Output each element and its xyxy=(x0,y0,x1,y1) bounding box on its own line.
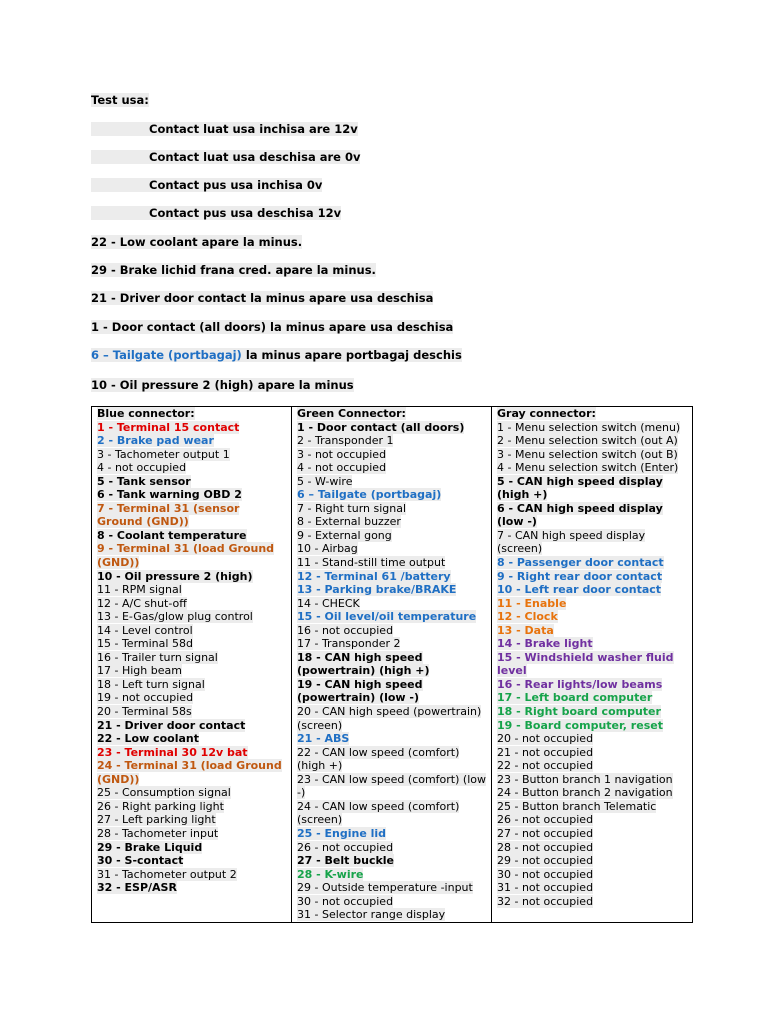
green-connector-column xyxy=(292,407,492,923)
pin-text: 1 - Terminal 15 contact xyxy=(97,420,240,434)
pin-entry xyxy=(497,583,688,597)
pin-entry xyxy=(497,746,688,760)
pin-entry xyxy=(297,678,487,705)
pin-text: 4 - Menu selection switch (Enter) xyxy=(497,461,679,475)
pin-entry xyxy=(297,448,487,462)
pin-entry xyxy=(297,841,487,855)
pin-entry xyxy=(97,488,287,502)
pin-entry xyxy=(497,556,688,570)
contact-line: Contact pus usa deschisa 12v xyxy=(149,206,342,220)
pin-entry xyxy=(297,597,487,611)
pin-text: 19 - Board computer, reset xyxy=(497,718,663,732)
pin-entry xyxy=(497,800,688,814)
pin-text: 8 - External buzzer xyxy=(297,515,401,529)
pin-entry xyxy=(297,746,487,773)
pin-entry xyxy=(497,881,688,895)
pin-text: 9 - Terminal 31 (load Ground (GND)) xyxy=(97,542,275,570)
pin-text: 3 - Menu selection switch (out B) xyxy=(497,447,678,461)
pin-text: 20 - not occupied xyxy=(497,732,594,746)
pin-text: 6 - Tank warning OBD 2 xyxy=(97,488,242,502)
pin-note-rest: la minus apare portbagaj deschis xyxy=(241,348,462,362)
pin-entry xyxy=(97,542,287,569)
pin-text: 32 - not occupied xyxy=(497,894,594,908)
pin-entry xyxy=(97,421,287,435)
pin-entry xyxy=(497,448,688,462)
pin-text: 13 - Parking brake/BRAKE xyxy=(297,583,457,597)
pin-text: 16 - not occupied xyxy=(297,623,394,637)
pin-text: 4 - not occupied xyxy=(297,461,387,475)
pin-text: 17 - High beam xyxy=(97,664,182,678)
pin-entry xyxy=(297,705,487,732)
indent-shade xyxy=(91,178,149,192)
pin-text: 28 - Tachometer input xyxy=(97,826,219,840)
pin-text: 8 - Coolant temperature xyxy=(97,528,247,542)
pin-entry xyxy=(97,570,287,584)
pin-text: 10 - Airbag xyxy=(297,542,358,556)
pin-entry xyxy=(297,421,487,435)
pin-text: 9 - Right rear door contact xyxy=(497,569,663,583)
pin-note: 29 - Brake lichid frana cred. apare la minus. xyxy=(91,263,376,277)
pin-entry xyxy=(97,597,287,611)
pin-entry xyxy=(297,908,487,922)
pin-entry xyxy=(497,678,688,692)
pin-text: 26 - not occupied xyxy=(297,840,394,854)
pin-entry xyxy=(497,529,688,556)
pin-text: 26 - not occupied xyxy=(497,813,594,827)
pin-text: 4 - not occupied xyxy=(97,461,187,475)
pin-text: 20 - Terminal 58s xyxy=(97,705,192,719)
pin-text: 21 - not occupied xyxy=(497,745,594,759)
pin-entry xyxy=(497,895,688,909)
pin-text: 23 - CAN low speed (comfort) (low -) xyxy=(297,772,486,800)
pin-entry xyxy=(97,881,287,895)
pin-entry xyxy=(497,719,688,733)
pin-entry xyxy=(497,651,688,678)
pin-text: 2 - Transponder 1 xyxy=(297,434,394,448)
pin-text: 28 - not occupied xyxy=(497,840,594,854)
pin-entry xyxy=(97,854,287,868)
pin-text: 27 - not occupied xyxy=(497,826,594,840)
pin-text: 7 - Right turn signal xyxy=(297,501,407,515)
indent-shade xyxy=(91,150,149,164)
pin-text: 30 - not occupied xyxy=(297,894,394,908)
pin-text: 15 - Terminal 58d xyxy=(97,637,193,651)
pin-text: 12 - Terminal 61 /battery xyxy=(297,569,451,583)
pin-entry xyxy=(297,556,487,570)
pin-text: 1 - Door contact (all doors) xyxy=(297,420,465,434)
pin-text: 30 - S-contact xyxy=(97,854,184,868)
pin-entry xyxy=(297,624,487,638)
pin-text: 25 - Engine lid xyxy=(297,826,387,840)
pin-entry xyxy=(297,488,487,502)
pin-text: 14 - Brake light xyxy=(497,637,593,651)
gray-connector-column xyxy=(492,407,693,923)
pin-text: 16 - Trailer turn signal xyxy=(97,650,218,664)
pin-entry xyxy=(297,529,487,543)
pin-note xyxy=(91,348,462,362)
pin-text: 11 - Enable xyxy=(497,596,567,610)
pin-text: 28 - K-wire xyxy=(297,867,364,881)
pin-entry xyxy=(297,515,487,529)
contact-line: Contact luat usa deschisa are 0v xyxy=(149,150,361,164)
pin-entry xyxy=(297,583,487,597)
pin-text: 29 - Outside temperature -input xyxy=(297,881,473,895)
pin-entry xyxy=(297,610,487,624)
pin-entry xyxy=(297,895,487,909)
pin-text: 3 - Tachometer output 1 xyxy=(97,447,230,461)
pin-text: 23 - Button branch 1 navigation xyxy=(497,772,673,786)
pin-text: 18 - Left turn signal xyxy=(97,677,205,691)
header-text: Green Connector: xyxy=(297,407,406,420)
pin-text: 22 - CAN low speed (comfort) (high +) xyxy=(297,745,460,773)
blue-connector-column xyxy=(92,407,292,923)
pin-entry xyxy=(497,841,688,855)
pin-text: 14 - Level control xyxy=(97,623,193,637)
pin-text: 30 - not occupied xyxy=(497,867,594,881)
pin-text: 7 - CAN high speed display (screen) xyxy=(497,528,646,556)
pin-entry xyxy=(97,448,287,462)
pin-entry xyxy=(297,475,487,489)
header-text: Gray connector: xyxy=(497,407,596,420)
pin-text: 18 - Right board computer xyxy=(497,705,661,719)
connector-table-row xyxy=(92,407,693,923)
pin-entry xyxy=(97,502,287,529)
pin-text: 13 - E-Gas/glow plug control xyxy=(97,610,253,624)
pin-text: 29 - not occupied xyxy=(497,854,594,868)
pin-entry xyxy=(97,691,287,705)
pin-entry xyxy=(297,881,487,895)
pin-entry xyxy=(497,813,688,827)
pin-entry xyxy=(497,732,688,746)
pin-note: 1 - Door contact (all doors) la minus apare usa deschisa xyxy=(91,320,454,334)
pin-entry xyxy=(97,786,287,800)
pin-text: 25 - Consumption signal xyxy=(97,786,231,800)
pin-entry xyxy=(297,542,487,556)
pin-entry xyxy=(297,827,487,841)
pin-entry xyxy=(97,746,287,760)
pin-list xyxy=(497,421,688,909)
pin-entry xyxy=(497,637,688,651)
pin-text: 21 - ABS xyxy=(297,732,350,746)
pin-text: 24 - Terminal 31 (load Ground (GND)) xyxy=(97,759,282,786)
pin-entry xyxy=(97,732,287,746)
pin-text: 7 - Terminal 31 (sensor Ground (GND)) xyxy=(97,501,240,529)
pin-text: 22 - not occupied xyxy=(497,759,594,773)
pin-list xyxy=(97,421,287,895)
pin-text: 15 - Oil level/oil temperature xyxy=(297,610,477,624)
indent-shade xyxy=(91,122,149,136)
pin-text: 9 - External gong xyxy=(297,528,392,542)
pin-text: 26 - Right parking light xyxy=(97,799,224,813)
pin-text: 29 - Brake Liquid xyxy=(97,840,203,854)
pin-entry xyxy=(97,759,287,786)
pin-text: 3 - not occupied xyxy=(297,447,387,461)
column-header xyxy=(97,407,287,421)
pin-text: 19 - not occupied xyxy=(97,691,194,705)
pin-entry xyxy=(497,434,688,448)
pin-entry xyxy=(497,570,688,584)
contact-line: Contact pus usa inchisa 0v xyxy=(149,178,323,192)
pin-entry xyxy=(97,813,287,827)
pin-entry xyxy=(497,421,688,435)
pin-entry xyxy=(297,461,487,475)
connector-table xyxy=(91,406,693,923)
pin-text: 12 - A/C shut-off xyxy=(97,596,187,610)
pin-entry xyxy=(97,583,287,597)
pin-entry xyxy=(297,434,487,448)
pin-text: 27 - Left parking light xyxy=(97,813,216,827)
pin-entry xyxy=(97,461,287,475)
pin-entry xyxy=(297,854,487,868)
pin-entry xyxy=(97,868,287,882)
pin-text: 5 - Tank sensor xyxy=(97,474,191,488)
pin-text: 2 - Brake pad wear xyxy=(97,434,214,448)
pin-entry xyxy=(97,475,287,489)
pin-entry xyxy=(97,434,287,448)
pin-entry xyxy=(497,854,688,868)
contact-line: Contact luat usa inchisa are 12v xyxy=(149,122,358,136)
pin-entry xyxy=(497,624,688,638)
pin-text: 16 - Rear lights/low beams xyxy=(497,677,663,691)
pin-entry xyxy=(97,610,287,624)
pin-text: 32 - ESP/ASR xyxy=(97,881,177,895)
pin-entry xyxy=(497,691,688,705)
pin-entry xyxy=(497,461,688,475)
pin-text: 18 - CAN high speed (powertrain) (high +) xyxy=(297,650,430,678)
pin-entry xyxy=(97,637,287,651)
pin-text: 21 - Driver door contact xyxy=(97,718,246,732)
pin-text: 27 - Belt buckle xyxy=(297,854,395,868)
pin-text: 12 - Clock xyxy=(497,610,558,624)
pin-text: 31 - Tachometer output 2 xyxy=(97,867,237,881)
pin-entry xyxy=(497,786,688,800)
pin-entry xyxy=(97,841,287,855)
pin-text: 31 - Selector range display xyxy=(297,908,446,922)
pin-text: 13 - Data xyxy=(497,623,554,637)
pin-entry xyxy=(297,868,487,882)
pin-note-highlight: 6 – Tailgate (portbagaj) xyxy=(91,348,242,362)
pin-entry xyxy=(97,678,287,692)
pin-text: 5 - W-wire xyxy=(297,474,353,488)
pin-text: 24 - CAN low speed (comfort) (screen) xyxy=(297,799,460,827)
pin-text: 17 - Transponder 2 xyxy=(297,637,401,651)
pin-entry xyxy=(97,800,287,814)
pin-text: 20 - CAN high speed (powertrain) (screen) xyxy=(297,705,482,732)
header-text: Blue connector: xyxy=(97,407,195,420)
pin-entry xyxy=(297,570,487,584)
pin-entry xyxy=(297,502,487,516)
pin-entry xyxy=(497,705,688,719)
pin-entry xyxy=(97,529,287,543)
pin-entry xyxy=(297,651,487,678)
pin-entry xyxy=(497,475,688,502)
pin-entry xyxy=(97,827,287,841)
column-header xyxy=(497,407,688,421)
pin-entry xyxy=(297,732,487,746)
pin-note: 10 - Oil pressure 2 (high) apare la minus xyxy=(91,378,354,392)
pin-note: 21 - Driver door contact la minus apare usa deschisa xyxy=(91,291,434,305)
pin-entry xyxy=(497,868,688,882)
pin-text: 8 - Passenger door contact xyxy=(497,556,664,570)
pin-text: 6 - CAN high speed display (low -) xyxy=(497,501,663,529)
pin-entry xyxy=(97,719,287,733)
pin-text: 15 - Windshield washer fluid level xyxy=(497,650,674,678)
pin-text: 6 – Tailgate (portbagaj) xyxy=(297,488,442,502)
pin-text: 10 - Left rear door contact xyxy=(497,583,662,597)
pin-text: 2 - Menu selection switch (out A) xyxy=(497,434,678,448)
pin-text: 23 - Terminal 30 12v bat xyxy=(97,745,248,759)
pin-text: 14 - CHECK xyxy=(297,596,360,610)
pin-entry xyxy=(97,664,287,678)
pin-text: 25 - Button branch Telematic xyxy=(497,799,657,813)
pin-note: 22 - Low coolant apare la minus. xyxy=(91,235,303,249)
pin-text: 11 - Stand-still time output xyxy=(297,556,446,570)
indent-shade xyxy=(91,206,149,220)
pin-entry xyxy=(497,597,688,611)
pin-entry xyxy=(497,610,688,624)
pin-entry xyxy=(297,800,487,827)
pin-entry xyxy=(497,759,688,773)
pin-entry xyxy=(297,637,487,651)
test-heading: Test usa: xyxy=(91,93,149,107)
pin-entry xyxy=(97,651,287,665)
pin-text: 10 - Oil pressure 2 (high) xyxy=(97,569,253,583)
pin-text: 11 - RPM signal xyxy=(97,583,182,597)
pin-text: 22 - Low coolant xyxy=(97,732,200,746)
pin-entry xyxy=(497,773,688,787)
pin-entry xyxy=(97,624,287,638)
column-header xyxy=(297,407,487,421)
pin-text: 5 - CAN high speed display (high +) xyxy=(497,474,663,502)
pin-text: 17 - Left board computer xyxy=(497,691,653,705)
pin-text: 19 - CAN high speed (powertrain) (low -) xyxy=(297,677,423,705)
pin-entry xyxy=(497,827,688,841)
pin-text: 24 - Button branch 2 navigation xyxy=(497,786,673,800)
pin-entry xyxy=(497,502,688,529)
pin-entry xyxy=(297,773,487,800)
pin-entry xyxy=(97,705,287,719)
pin-list xyxy=(297,421,487,922)
pin-text: 31 - not occupied xyxy=(497,881,594,895)
pin-text: 1 - Menu selection switch (menu) xyxy=(497,420,681,434)
